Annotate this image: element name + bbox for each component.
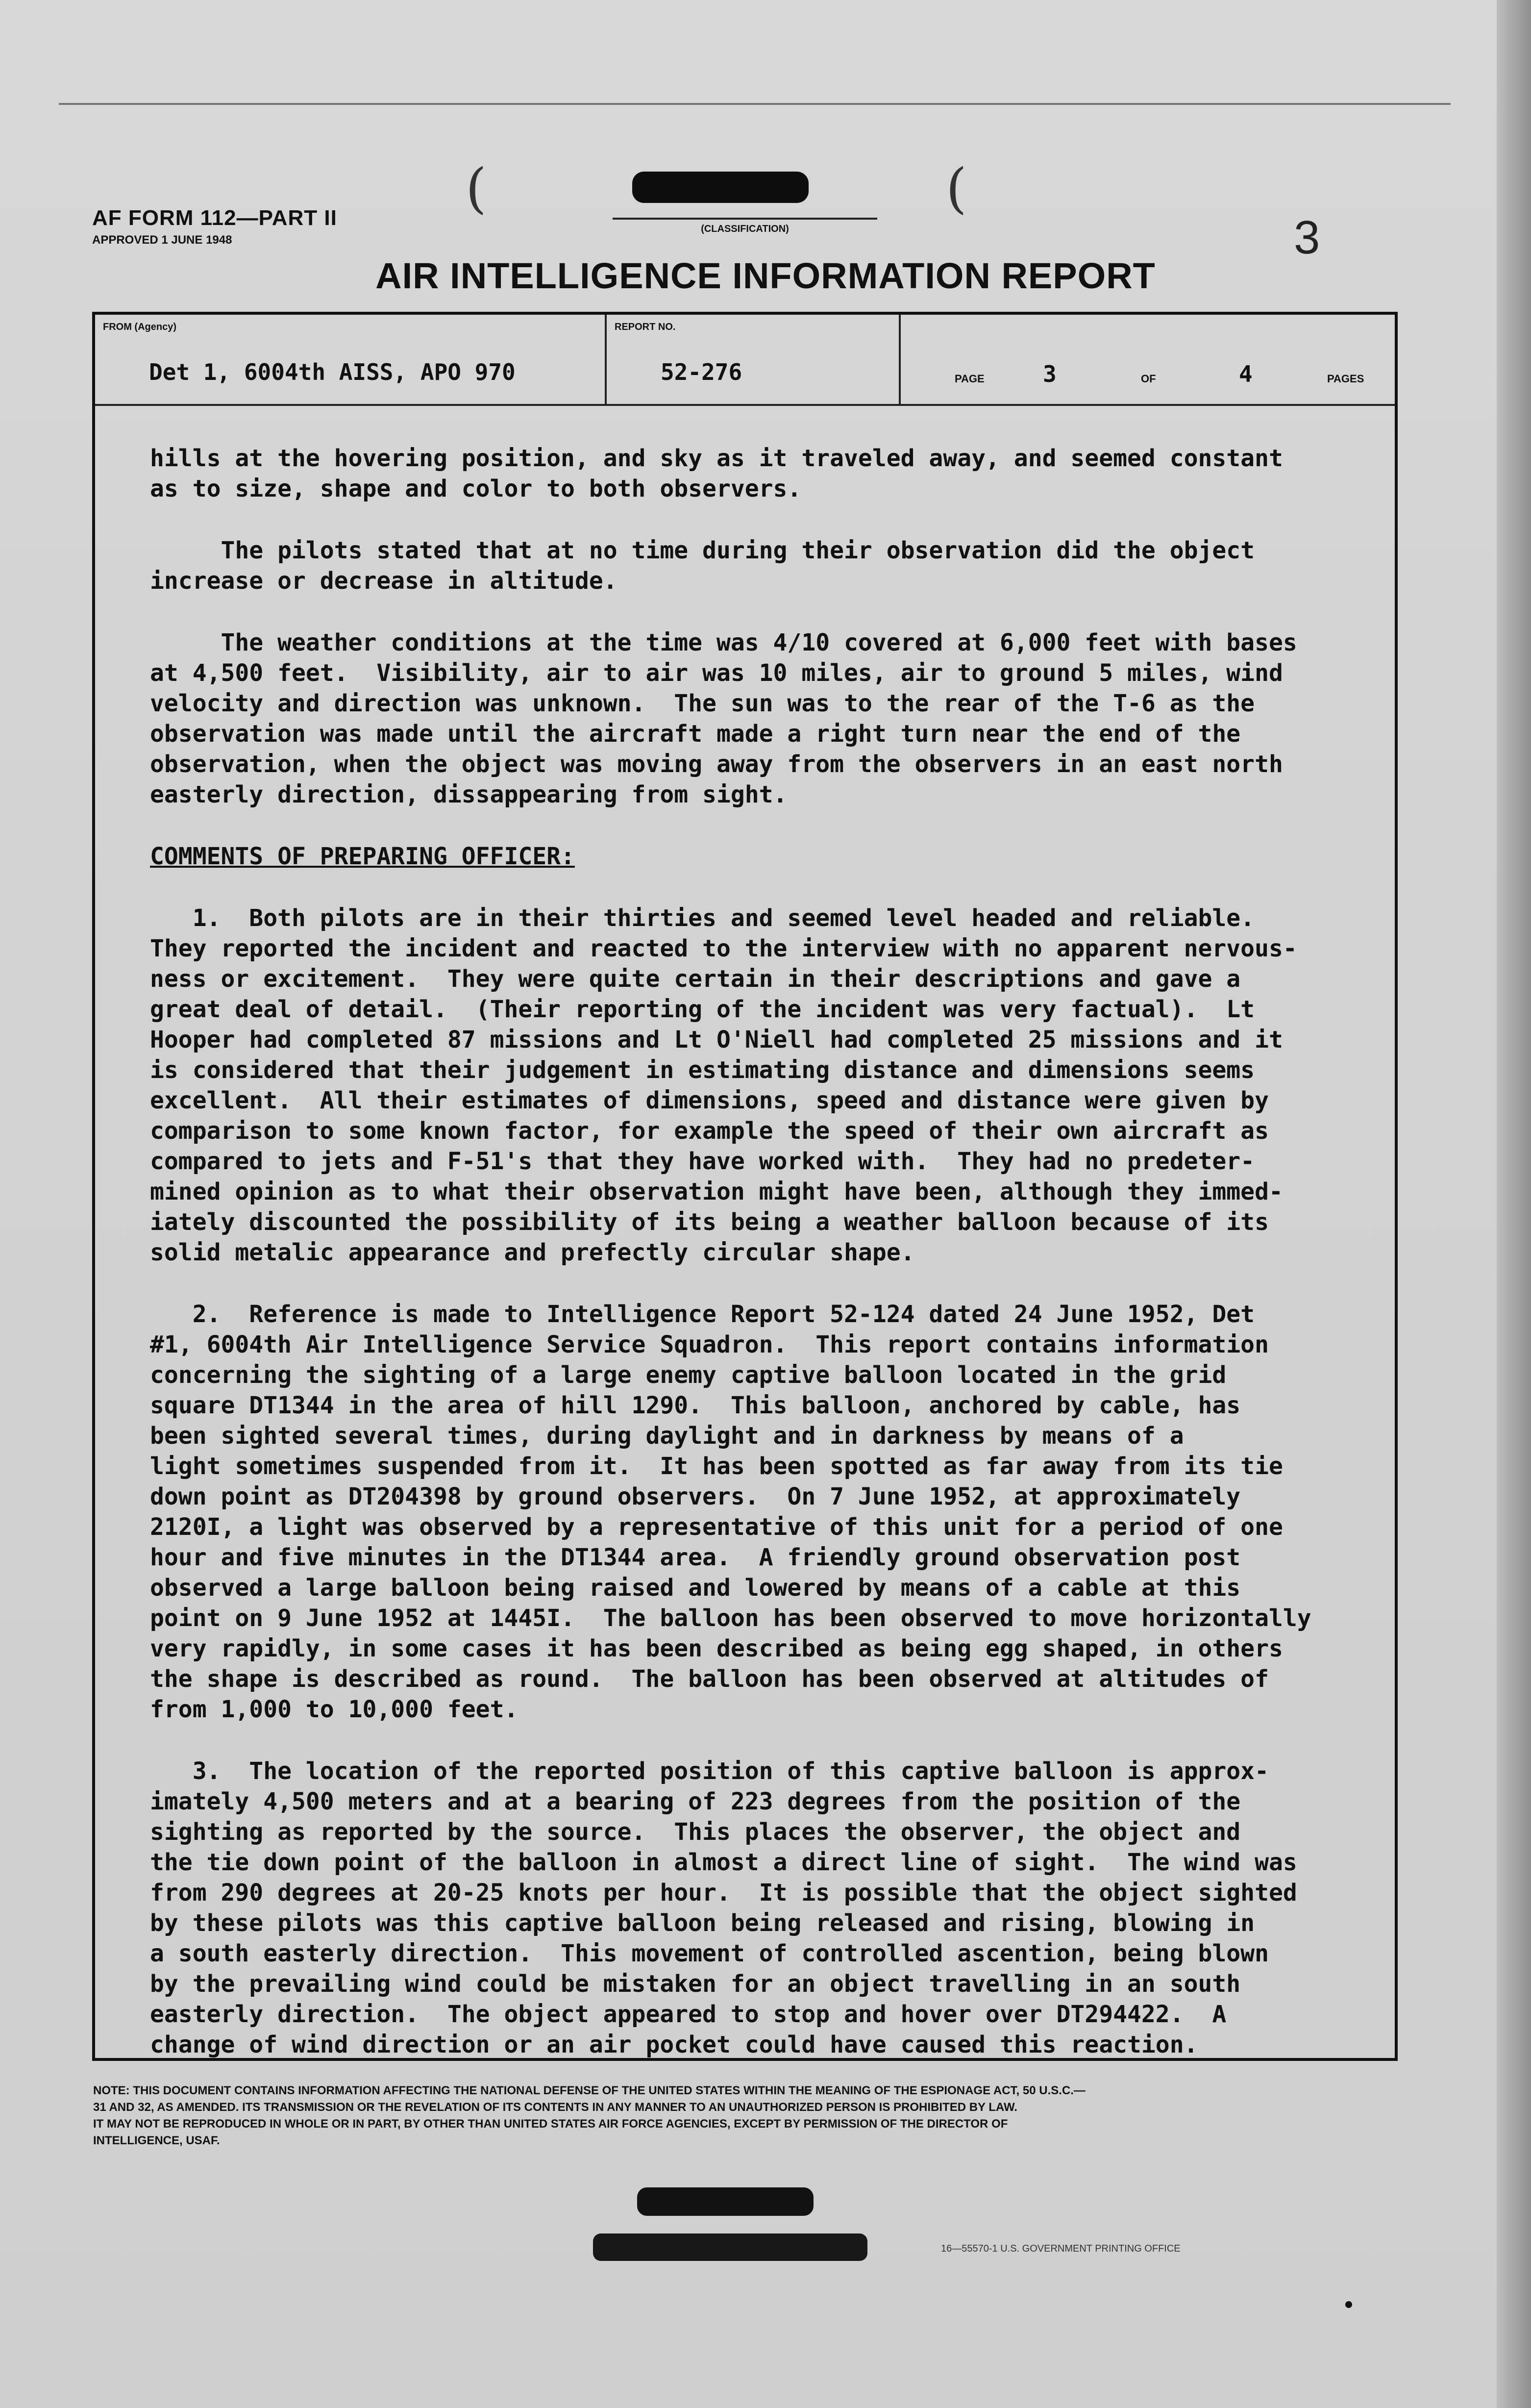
- report-body: [150, 443, 1375, 2091]
- text-line: hills at the hovering position, and sky as it traveled away, and seemed constant: [150, 445, 1283, 472]
- text-line: hour and five minutes in the DT1344 area. A friendly ground observation post: [150, 1544, 1241, 1571]
- text-line: The pilots stated that at no time during their observation did the object: [150, 537, 1255, 564]
- text-line: the tie down point of the balloon in almost a direct line of sight. The wind was: [150, 1849, 1297, 1876]
- note-line: 31 AND 32, AS AMENDED. ITS TRANSMISSION OR THE REVELATION OF ITS CONTENTS IN ANY MANNER TO AN UNAUTHORIZED PERSON IS PROHIBITED BY LAW.: [93, 2101, 1017, 2114]
- printing-office-code: 16—55570-1 U.S. GOVERNMENT PRINTING OFFICE: [941, 2243, 1181, 2254]
- ink-dot: [1345, 2301, 1352, 2308]
- paragraph-comment-2: [150, 1299, 1375, 1725]
- text-line: 2120I, a light was observed by a representative of this unit for a period of one: [150, 1513, 1283, 1541]
- text-line: from 1,000 to 10,000 feet.: [150, 1696, 519, 1723]
- paragraph-altitude: [150, 535, 1375, 596]
- report-no-label: REPORT NO.: [615, 322, 676, 332]
- text-line: been sighted several times, during daylight and in darkness by means of a: [150, 1422, 1184, 1450]
- text-line: change of wind direction or an air pocket could have caused this reaction.: [150, 2031, 1198, 2058]
- classification-redaction: [632, 172, 809, 203]
- text-line: square DT1344 in the area of hill 1290. This balloon, anchored by cable, has: [150, 1392, 1241, 1419]
- text-line: 2. Reference is made to Intelligence Report 52-124 dated 24 June 1952, Det: [150, 1301, 1255, 1328]
- form-number: AF FORM 112—PART II: [92, 206, 337, 230]
- text-line: observed a large balloon being raised and lowered by means of a cable at this: [150, 1574, 1241, 1602]
- scan-top-edge: [59, 103, 1451, 105]
- note-line: IT MAY NOT BE REPRODUCED IN WHOLE OR IN PART, BY OTHER THAN UNITED STATES AIR FORCE AGENCIES, EXCEPT BY PERMISSION OF THE DIRECTOR OF: [93, 2117, 1008, 2131]
- paragraph-weather: [150, 627, 1375, 810]
- text-line: increase or decrease in altitude.: [150, 567, 617, 595]
- text-line: velocity and direction was unknown. The sun was to the rear of the T-6 as the: [150, 690, 1255, 717]
- text-line: very rapidly, in some cases it has been described as being egg shaped, in others: [150, 1635, 1283, 1662]
- text-line: by these pilots was this captive balloon being released and rising, blowing in: [150, 1909, 1255, 1937]
- report-no-value: 52-276: [661, 359, 742, 385]
- text-line: #1, 6004th Air Intelligence Service Squadron. This report contains information: [150, 1331, 1269, 1358]
- paragraph-comment-3: [150, 1756, 1375, 2060]
- text-line: observation, when the object was moving away from the observers in an east north: [150, 751, 1283, 778]
- report-no-cell: [607, 315, 901, 404]
- note-line: INTELLIGENCE, USAF.: [93, 2134, 220, 2147]
- text-line: a south easterly direction. This movement of controlled ascention, being blown: [150, 1940, 1269, 1967]
- text-line: is considered that their judgement in estimating distance and dimensions seems: [150, 1056, 1255, 1084]
- note-line: NOTE: THIS DOCUMENT CONTAINS INFORMATION AFFECTING THE NATIONAL DEFENSE OF THE UNITED STATES WITHIN THE MEANING OF THE ESPIONAGE ACT, 50 U.S.C.—: [93, 2084, 1086, 2097]
- text-line: compared to jets and F-51's that they have worked with. They had no predeter-: [150, 1148, 1255, 1175]
- of-value: 4: [1239, 361, 1253, 387]
- espionage-act-note: [93, 2082, 1416, 2149]
- page-cell: [901, 315, 1395, 404]
- classification-label: (CLASSIFICATION): [701, 224, 789, 234]
- header-row: [95, 315, 1395, 406]
- form-identifier: [92, 206, 337, 247]
- text-line: 1. Both pilots are in their thirties and seemed level headed and reliable.: [150, 904, 1255, 932]
- report-frame: [92, 312, 1398, 2061]
- classification-line: [613, 218, 877, 220]
- text-line: They reported the incident and reacted to the interview with no apparent nervous-: [150, 935, 1297, 962]
- text-line: at 4,500 feet. Visibility, air to air was 10 miles, air to ground 5 miles, wind: [150, 659, 1283, 687]
- report-title: AIR INTELLIGENCE INFORMATION REPORT: [375, 255, 1156, 296]
- page-label: PAGE: [955, 373, 985, 385]
- paragraph-comment-1: [150, 903, 1375, 1268]
- text-line: ness or excitement. They were quite certain in their descriptions and gave a: [150, 965, 1241, 993]
- text-line: concerning the sighting of a large enemy captive balloon located in the grid: [150, 1361, 1227, 1389]
- text-line: imately 4,500 meters and at a bearing of 223 degrees from the position of the: [150, 1788, 1241, 1815]
- text-line: easterly direction. The object appeared to stop and hover over DT294422. A: [150, 2001, 1227, 2028]
- text-line: solid metalic appearance and prefectly circular shape.: [150, 1239, 915, 1266]
- text-line: by the prevailing wind could be mistaken for an object travelling in an south: [150, 1970, 1241, 1998]
- text-line: sighting as reported by the source. This places the observer, the object and: [150, 1818, 1241, 1846]
- text-line: iately discounted the possibility of its being a weather balloon because of its: [150, 1208, 1269, 1236]
- from-value: Det 1, 6004th AISS, APO 970: [149, 359, 516, 385]
- section-heading: COMMENTS OF PREPARING OFFICER:: [150, 843, 575, 870]
- scan-edge: [1497, 0, 1531, 2408]
- text-line: Hooper had completed 87 missions and Lt O'Niell had completed 25 missions and it: [150, 1026, 1283, 1054]
- text-line: easterly direction, dissappearing from sight.: [150, 781, 788, 808]
- handwritten-page-number: 3: [1294, 211, 1320, 264]
- text-line: comparison to some known factor, for example the speed of their own aircraft as: [150, 1117, 1269, 1145]
- page-value: 3: [1043, 361, 1057, 387]
- from-label: FROM (Agency): [103, 322, 176, 332]
- text-line: excellent. All their estimates of dimensions, speed and distance were given by: [150, 1087, 1269, 1114]
- paragraph-continuation: [150, 443, 1375, 504]
- text-line: great deal of detail. (Their reporting of the incident was very factual). Lt: [150, 996, 1255, 1023]
- from-cell: [95, 315, 607, 404]
- text-line: from 290 degrees at 20-25 knots per hour. It is possible that the object sighted: [150, 1879, 1297, 1906]
- text-line: The weather conditions at the time was 4/10 covered at 6,000 feet with bases: [150, 629, 1297, 656]
- text-line: mined opinion as to what their observation might have been, although they immed-: [150, 1178, 1283, 1205]
- form-approved: APPROVED 1 JUNE 1948: [92, 233, 232, 247]
- pages-label: PAGES: [1327, 373, 1364, 385]
- right-paren-mark: (: [946, 157, 967, 220]
- left-paren-mark: (: [466, 157, 487, 220]
- text-line: as to size, shape and color to both observers.: [150, 475, 802, 502]
- text-line: 3. The location of the reported position of this captive balloon is approx-: [150, 1757, 1269, 1785]
- of-label: OF: [1141, 373, 1156, 385]
- text-line: observation was made until the aircraft made a right turn near the end of the: [150, 720, 1241, 748]
- text-line: light sometimes suspended from it. It has been spotted as far away from its tie: [150, 1453, 1283, 1480]
- text-line: the shape is described as round. The balloon has been observed at altitudes of: [150, 1665, 1269, 1693]
- bottom-classification-redaction: [637, 2187, 814, 2216]
- text-line: point on 9 June 1952 at 1445I. The balloon has been observed to move horizontally: [150, 1605, 1311, 1632]
- bottom-redaction-bar: [593, 2233, 867, 2261]
- text-line: down point as DT204398 by ground observers. On 7 June 1952, at approximately: [150, 1483, 1241, 1510]
